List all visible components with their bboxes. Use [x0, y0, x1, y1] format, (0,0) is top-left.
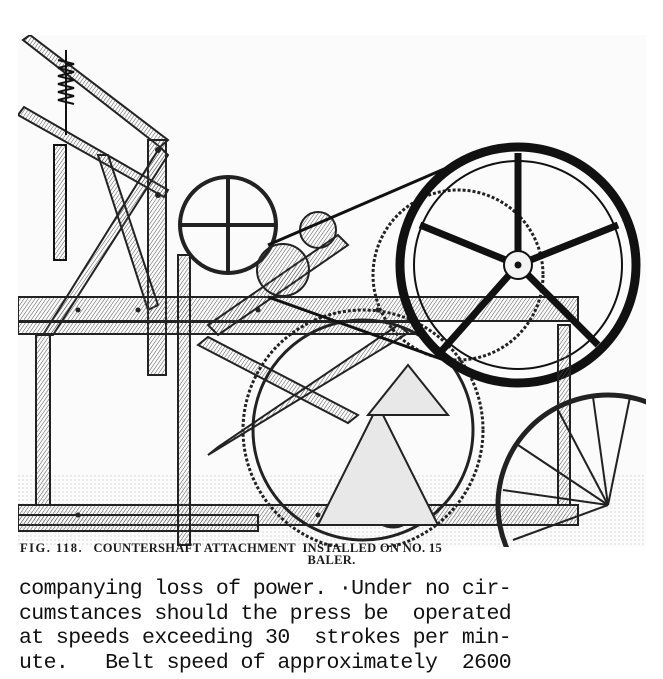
caption-line-2: BALER. [307, 553, 356, 567]
body-line: cumstances should the press be operated [19, 601, 512, 626]
caption-text: COUNTERSHAFT ATTACHMENT INSTALLED ON NO. 15 [93, 541, 443, 555]
body-line: companying loss of power. ·Under no cir- [19, 577, 512, 601]
figure-number: FIG. 118. [20, 541, 84, 555]
caption-line-1 [20, 542, 442, 554]
body-paragraph [19, 577, 659, 675]
body-line: ute. Belt speed of approximately 2600 [19, 650, 512, 675]
figure-illustration [18, 35, 646, 547]
baler-machine-engraving [18, 35, 646, 547]
body-line: at speeds exceeding 30 strokes per min- [19, 626, 512, 650]
